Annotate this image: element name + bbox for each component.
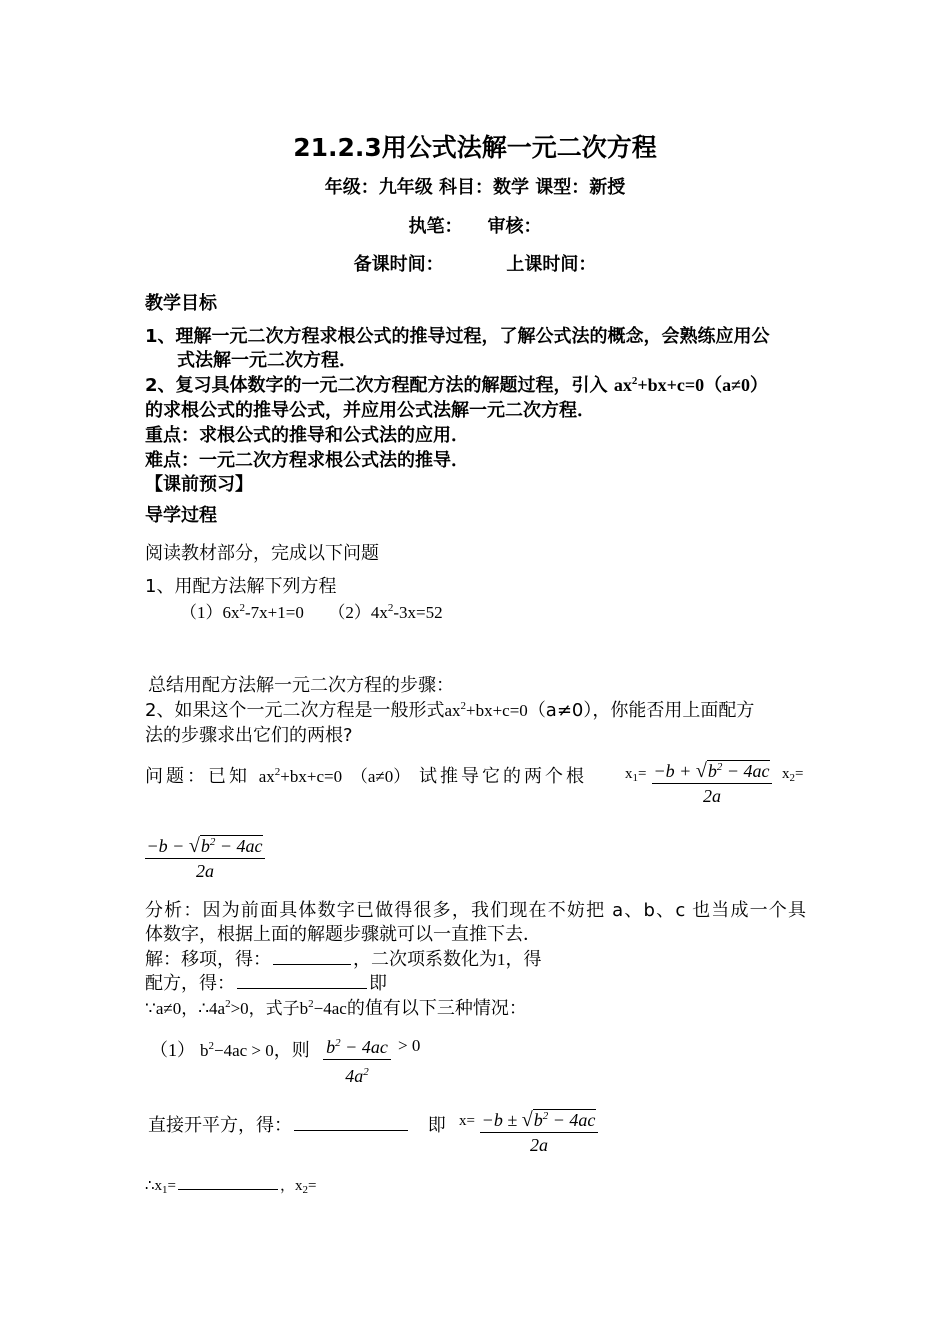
- solution-step-2: 配方，得： 即: [145, 973, 387, 994]
- therefore-line: $\therefore x_1=$ ，$x_2=$: [145, 1172, 317, 1196]
- goal-2-line-2: 的求根公式的推导公式，并应用公式法解一元二次方程．: [145, 400, 595, 421]
- question-2-line-1: 2、如果这个一元二次方程是一般形式$ax^2+bx+c=0(a\ne 0)$，你能否用上面配方: [145, 700, 755, 721]
- eq-1: $6x^2-7x+1=0$: [222, 602, 304, 622]
- authors-line: 执笔： 审核：: [408, 216, 542, 237]
- guide-heading: 导学过程: [145, 505, 217, 526]
- key-point: 重点：求根公式的推导和公式法的应用．: [145, 425, 469, 446]
- case-1-fraction: $b^2 - 4ac$ $4a^2$: [323, 1031, 391, 1088]
- course-meta: 年级：九年级 科目：数学 课型：新授: [324, 177, 626, 198]
- goal-2-text: 2、复习具体数字的一元二次方程配方法的解题过程，引入: [145, 375, 608, 396]
- problem-statement: 问题：已知 $ax^2+bx+c=0$ （a≠0） 试推导它的两个根: [145, 766, 587, 787]
- solution-step-1: 解：移项，得： ，二次项系数化为1，得: [145, 949, 542, 970]
- root-extraction: 直接开平方，得： 即: [148, 1115, 446, 1136]
- question-1: 1、用配方法解下列方程: [145, 576, 337, 597]
- root-formula-minus: $-b - √b^2 - 4ac$ 2a: [145, 830, 265, 883]
- case-1-gt-zero: > 0: [398, 1036, 421, 1055]
- blank-square-root[interactable]: [294, 1113, 408, 1131]
- goal-2-equation: $ax^2+bx+c=0$: [613, 375, 705, 395]
- objectives-heading: 教学目标: [145, 293, 217, 314]
- times-line: 备课时间： 上课时间：: [353, 254, 597, 275]
- since-statement: ∵a≠0，$\therefore 4a^2>0$，式子$b^2-4ac$的值有以下三种情况：: [145, 998, 527, 1019]
- problem-condition: （a≠0）: [350, 767, 411, 786]
- root-formula-plus: $-b + √b^2 - 4ac$ 2a: [652, 755, 772, 808]
- question-1-equations: [180, 598, 443, 623]
- problem-equation: $ax^2+bx+c=0$: [258, 766, 343, 786]
- blank-complete-square[interactable]: [237, 971, 367, 989]
- goal-1-line-1: 1、理解一元二次方程求根公式的推导过程，了解公式法的概念，会熟练应用公: [145, 326, 770, 347]
- blank-transpose[interactable]: [273, 947, 351, 965]
- question-2-line-2: 法的步骤求出它们的两根?: [145, 725, 353, 746]
- root-formula-pm: $-b \pm √b^2 - 4ac$ 2a: [480, 1104, 598, 1157]
- goal-2-line-1: [145, 371, 768, 397]
- x1-label: $x_1=$: [625, 766, 647, 784]
- general-form-equation: $ax^2+bx+c=0$: [444, 700, 528, 720]
- summary-prompt: 总结用配方法解一元二次方程的步骤：: [148, 675, 454, 696]
- goal-1-line-2: 式法解一元二次方程．: [177, 350, 357, 371]
- case-1-label: （1）: [150, 1040, 195, 1060]
- difficulty: 难点：一元二次方程求根公式法的推导．: [145, 450, 469, 471]
- eq-1-label: （1）: [180, 603, 223, 622]
- x2-label: $x_2=$: [782, 766, 804, 784]
- eq-2-label: （2）: [328, 603, 371, 622]
- preview-heading: 【课前预习】: [145, 474, 253, 495]
- eq-2: $4x^2-3x=52$: [370, 602, 443, 622]
- case-1-condition: $b^2-4ac > 0$，则: [200, 1040, 310, 1061]
- analysis-line-2: 体数字，根据上面的解题步骤就可以一直推下去．: [145, 924, 541, 945]
- x-label: x=: [459, 1113, 475, 1129]
- analysis-line-1: 分析：因为前面具体数字已做得很多，我们现在不妨把 a、b、c 也当成一个具: [145, 900, 806, 921]
- page-title: 21.2.3用公式法解一元二次方程: [293, 133, 657, 162]
- intro-text: 阅读教材部分，完成以下问题: [145, 543, 379, 564]
- goal-2-condition: （a≠0）: [704, 375, 768, 395]
- blank-x1[interactable]: [178, 1172, 278, 1190]
